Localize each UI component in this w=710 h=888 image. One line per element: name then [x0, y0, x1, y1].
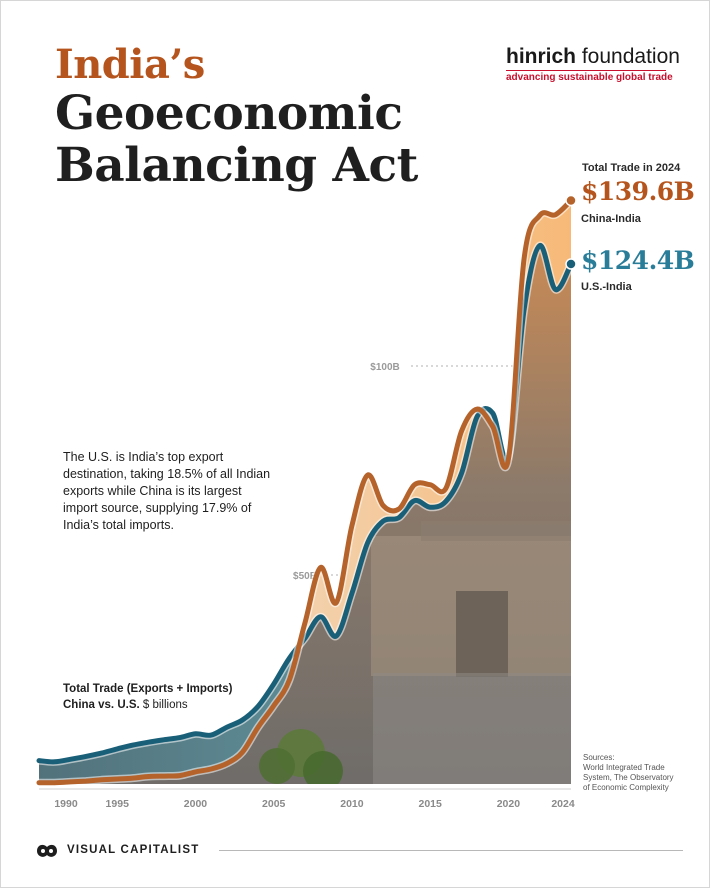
y-tick-label: $50B [293, 571, 317, 582]
brand-name-rest: foundation [576, 45, 680, 68]
sources-line-4: of Economic Complexity [583, 783, 669, 792]
title-line-1: India’s [55, 41, 205, 88]
sources-note [583, 753, 674, 793]
visual-capitalist-logo-icon [35, 842, 59, 860]
x-tick-label: 2020 [496, 798, 521, 810]
sources-line-2: World Integrated Trade [583, 763, 665, 772]
chart-subtitle-line-1: Total Trade (Exports + Imports) [63, 683, 233, 695]
x-tick-label: 2010 [340, 798, 364, 810]
y-tick-label: $100B [370, 362, 400, 373]
chart-subtitle-bold: China vs. U.S. [63, 699, 140, 711]
us-endpoint-dot [566, 259, 576, 269]
x-tick-label: 2000 [183, 798, 208, 810]
footer-brand: VISUAL CAPITALIST [67, 844, 200, 856]
china-series-label: China-India [581, 213, 641, 225]
china-total-value: $139.6B [581, 177, 695, 206]
title-line-3: Balancing Act [55, 138, 418, 193]
x-tick-label: 1990 [54, 798, 78, 810]
brand-name-bold: hinrich [506, 45, 577, 68]
us-series-label: U.S.-India [581, 281, 632, 293]
sources-line-1: Sources: [583, 753, 615, 762]
x-tick-label: 2024 [551, 798, 575, 810]
x-tick-label: 1995 [105, 798, 129, 810]
sources-line-3: System, The Observatory [583, 773, 674, 782]
x-tick-label: 2015 [418, 798, 442, 810]
china-endpoint-dot [566, 195, 576, 205]
chart-subtitle [63, 681, 232, 713]
chart-subtitle-units: $ billions [139, 699, 188, 711]
title-line-2: Geoeconomic [55, 86, 403, 141]
footer-divider [219, 850, 683, 851]
total-trade-label: Total Trade in 2024 [582, 162, 681, 174]
brand-tagline: advancing sustainable global trade [506, 72, 673, 83]
annotation-text: The U.S. is India’s top export destination, taking 18.5% of all Indian exports while China is its largest import source, supplying 17.9% of India’s total imports. [63, 450, 271, 532]
x-tick-label: 2005 [262, 798, 286, 810]
us-total-value: $124.4B [581, 246, 695, 275]
